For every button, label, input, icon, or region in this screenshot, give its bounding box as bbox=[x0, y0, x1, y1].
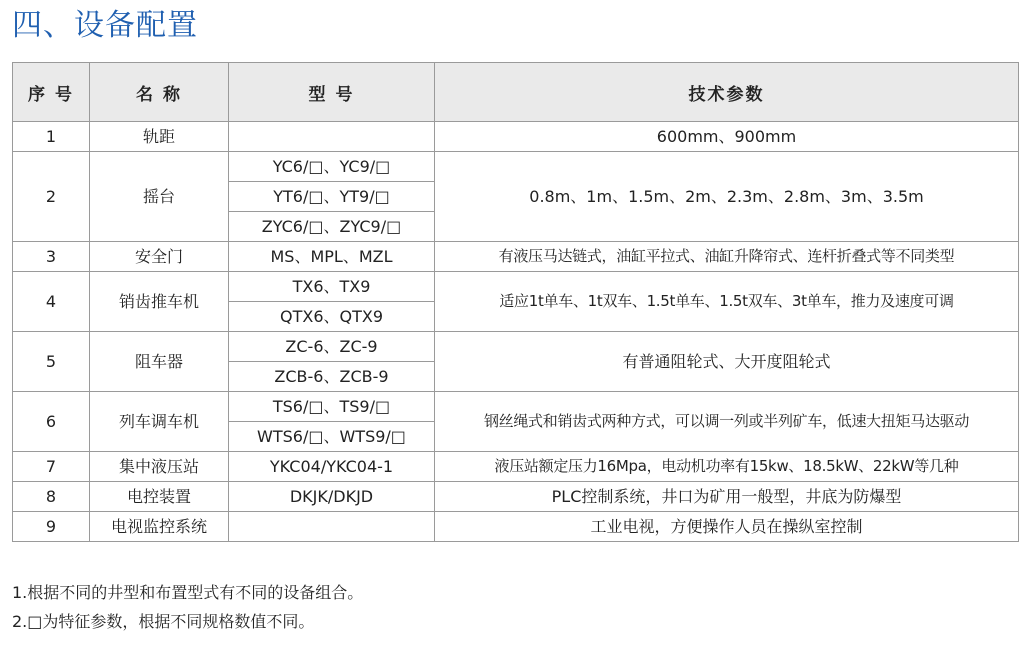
row-params: 有普通阻轮式、大开度阻轮式 bbox=[435, 332, 1019, 392]
row-name: 电控装置 bbox=[90, 482, 229, 512]
table-row bbox=[13, 452, 1019, 482]
row-params: 600mm、900mm bbox=[435, 122, 1019, 152]
row-model: ZC-6、ZC-9 bbox=[229, 332, 435, 362]
row-name: 集中液压站 bbox=[90, 452, 229, 482]
row-name: 列车调车机 bbox=[90, 392, 229, 452]
row-model bbox=[229, 122, 435, 152]
row-model: MS、MPL、MZL bbox=[229, 242, 435, 272]
row-model: YC6/□、YC9/□ bbox=[229, 152, 435, 182]
header-model: 型 号 bbox=[229, 63, 435, 122]
row-model: YT6/□、YT9/□ bbox=[229, 182, 435, 212]
row-params: 钢丝绳式和销齿式两种方式，可以调一列或半列矿车，低速大扭矩马达驱动 bbox=[435, 392, 1019, 452]
row-params: 液压站额定压力16Mpa，电动机功率有15kw、18.5kW、22kW等几种 bbox=[435, 452, 1019, 482]
table-row bbox=[13, 482, 1019, 512]
table-row bbox=[13, 152, 1019, 182]
table-row bbox=[13, 392, 1019, 422]
row-index: 9 bbox=[13, 512, 90, 542]
header-name: 名 称 bbox=[90, 63, 229, 122]
row-index: 4 bbox=[13, 272, 90, 332]
row-model bbox=[229, 512, 435, 542]
row-name: 轨距 bbox=[90, 122, 229, 152]
row-model: YKC04/YKC04-1 bbox=[229, 452, 435, 482]
table-header-row bbox=[13, 63, 1019, 122]
row-params: 有液压马达链式，油缸平拉式、油缸升降帘式、连杆折叠式等不同类型 bbox=[435, 242, 1019, 272]
row-model: QTX6、QTX9 bbox=[229, 302, 435, 332]
equipment-config-table bbox=[12, 62, 1019, 542]
row-params: PLC控制系统，井口为矿用一般型，井底为防爆型 bbox=[435, 482, 1019, 512]
page-title: 四、设备配置 bbox=[12, 8, 198, 43]
row-params: 工业电视，方便操作人员在操纵室控制 bbox=[435, 512, 1019, 542]
row-model: ZCB-6、ZCB-9 bbox=[229, 362, 435, 392]
row-name: 摇台 bbox=[90, 152, 229, 242]
row-index: 3 bbox=[13, 242, 90, 272]
row-name: 安全门 bbox=[90, 242, 229, 272]
row-params: 0.8m、1m、1.5m、2m、2.3m、2.8m、3m、3.5m bbox=[435, 152, 1019, 242]
row-model: DKJK/DKJD bbox=[229, 482, 435, 512]
row-name: 阻车器 bbox=[90, 332, 229, 392]
table-row bbox=[13, 272, 1019, 302]
footnote: 2.□为特征参数，根据不同规格数值不同。 bbox=[12, 612, 315, 631]
row-index: 2 bbox=[13, 152, 90, 242]
row-model: TS6/□、TS9/□ bbox=[229, 392, 435, 422]
row-index: 1 bbox=[13, 122, 90, 152]
table-row bbox=[13, 332, 1019, 362]
header-index: 序 号 bbox=[13, 63, 90, 122]
row-model: TX6、TX9 bbox=[229, 272, 435, 302]
table-row bbox=[13, 242, 1019, 272]
row-index: 8 bbox=[13, 482, 90, 512]
footnote: 1.根据不同的井型和布置型式有不同的设备组合。 bbox=[12, 583, 364, 602]
row-model: ZYC6/□、ZYC9/□ bbox=[229, 212, 435, 242]
row-params: 适应1t单车、1t双车、1.5t单车、1.5t双车、3t单车，推力及速度可调 bbox=[435, 272, 1019, 332]
table-row bbox=[13, 122, 1019, 152]
row-name: 电视监控系统 bbox=[90, 512, 229, 542]
footnotes bbox=[12, 578, 363, 636]
row-model: WTS6/□、WTS9/□ bbox=[229, 422, 435, 452]
row-index: 6 bbox=[13, 392, 90, 452]
table-row bbox=[13, 512, 1019, 542]
row-index: 7 bbox=[13, 452, 90, 482]
header-params: 技术参数 bbox=[435, 63, 1019, 122]
row-index: 5 bbox=[13, 332, 90, 392]
row-name: 销齿推车机 bbox=[90, 272, 229, 332]
